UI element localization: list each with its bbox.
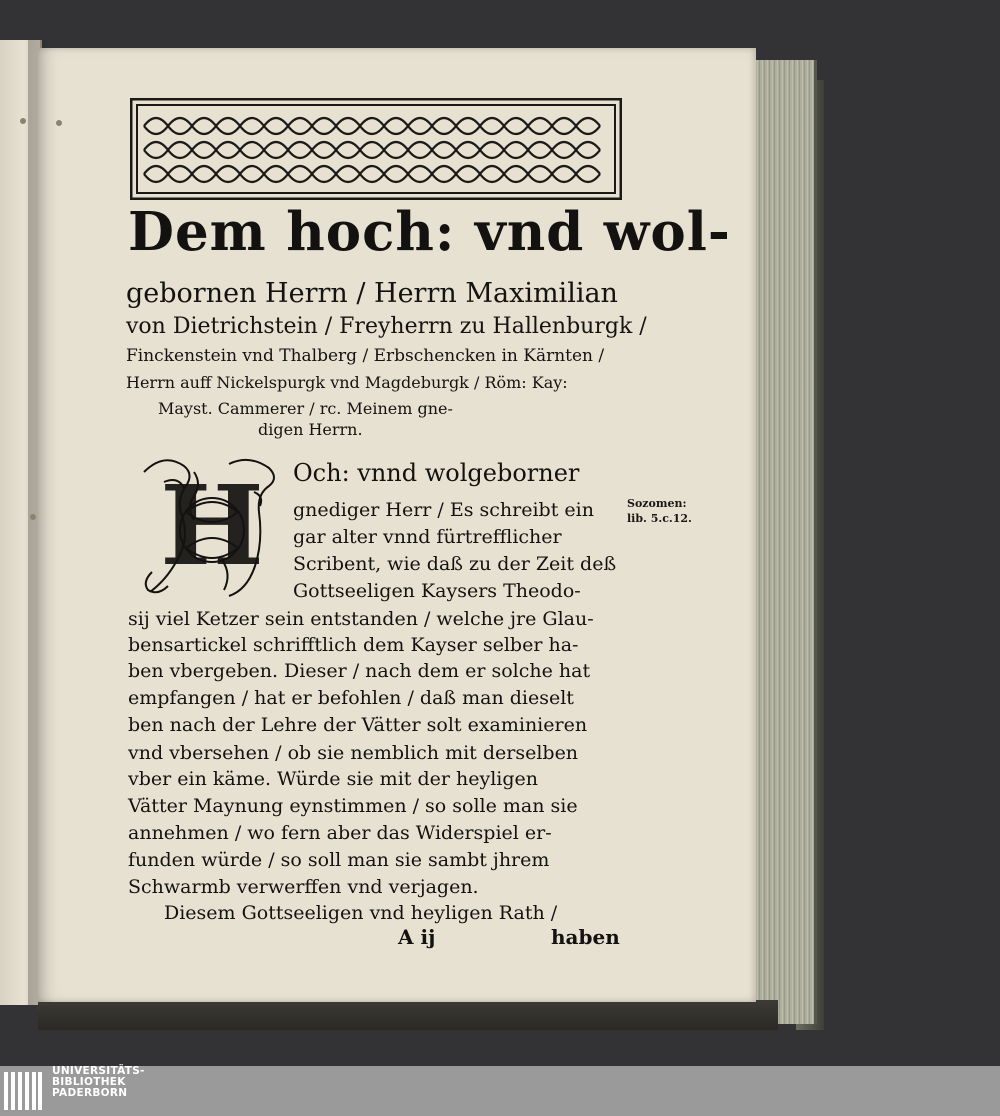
dedication-line: digen Herrn. <box>258 420 363 439</box>
body-line: Diesem Gottseeligen vnd heyligen Rath / <box>164 902 558 924</box>
margin-note-line: lib. 5.c.12. <box>627 512 692 525</box>
footer-bar <box>0 1066 1000 1116</box>
logo-line: UNIVERSITÄTS- <box>52 1065 145 1077</box>
body-line: bensartickel schrifftlich dem Kayser selber ha- <box>128 634 579 656</box>
logo-line: PADERBORN <box>52 1087 128 1099</box>
dedication-line: Herrn auff Nickelspurgk vnd Magdeburgk / Röm: Kay: <box>126 373 568 392</box>
dedication-line: gebornen Herrn / Herrn Maximilian <box>126 278 618 309</box>
body-line: funden würde / so soll man sie sambt jhrem <box>128 849 550 871</box>
body-line: Schwarmb verwerffen vnd verjagen. <box>128 876 479 898</box>
catchword: haben <box>551 925 620 949</box>
body-line: gnediger Herr / Es schreibt ein <box>293 499 594 521</box>
body-line: gar alter vnnd fürtrefflicher <box>293 526 562 548</box>
body-line: vber ein käme. Würde sie mit der heyligen <box>128 768 538 790</box>
dedication-line: Finckenstein vnd Thalberg / Erbschencken in Kärnten / <box>126 346 605 366</box>
body-line: annehmen / wo fern aber das Widerspiel er- <box>128 822 552 844</box>
body-line: ben vbergeben. Dieser / nach dem er solche hat <box>128 660 591 682</box>
body-line: Scribent, wie daß zu der Zeit deß <box>293 553 617 575</box>
book-bottom-edge <box>38 1000 778 1030</box>
margin-note-line: Sozomen: <box>627 497 687 510</box>
dedication-line: von Dietrichstein / Freyherrn zu Hallenburgk / <box>126 314 647 339</box>
body-line: sij viel Ketzer sein entstanden / welche jre Glau- <box>128 608 594 630</box>
library-logo-text <box>52 1066 145 1099</box>
body-line: Och: vnnd wolgeborner <box>293 459 580 487</box>
body-line: empfangen / hat er befohlen / daß man dieselt <box>128 687 574 709</box>
dedication-heading: Dem hoch: vnd wol- <box>128 201 731 263</box>
signature-mark: A ij <box>398 925 436 949</box>
body-line: Gottseeligen Kaysers Theodo- <box>293 580 581 602</box>
body-line: ben nach der Lehre der Vätter solt examinieren <box>128 714 588 736</box>
ornamental-border-icon <box>130 98 622 200</box>
library-columns-icon <box>2 1068 44 1114</box>
decorated-initial-icon <box>134 452 288 600</box>
page-block-edges <box>756 60 817 1024</box>
logo-line: BIBLIOTHEK <box>52 1076 126 1088</box>
initial-letter: H <box>160 461 264 590</box>
body-line: Vätter Maynung eynstimmen / so solle man sie <box>128 795 578 817</box>
body-line: vnd vbersehen / ob sie nemblich mit derselben <box>128 742 579 764</box>
margin-note <box>627 496 692 526</box>
dedication-line: Mayst. Cammerer / rc. Meinem gne- <box>158 399 453 418</box>
